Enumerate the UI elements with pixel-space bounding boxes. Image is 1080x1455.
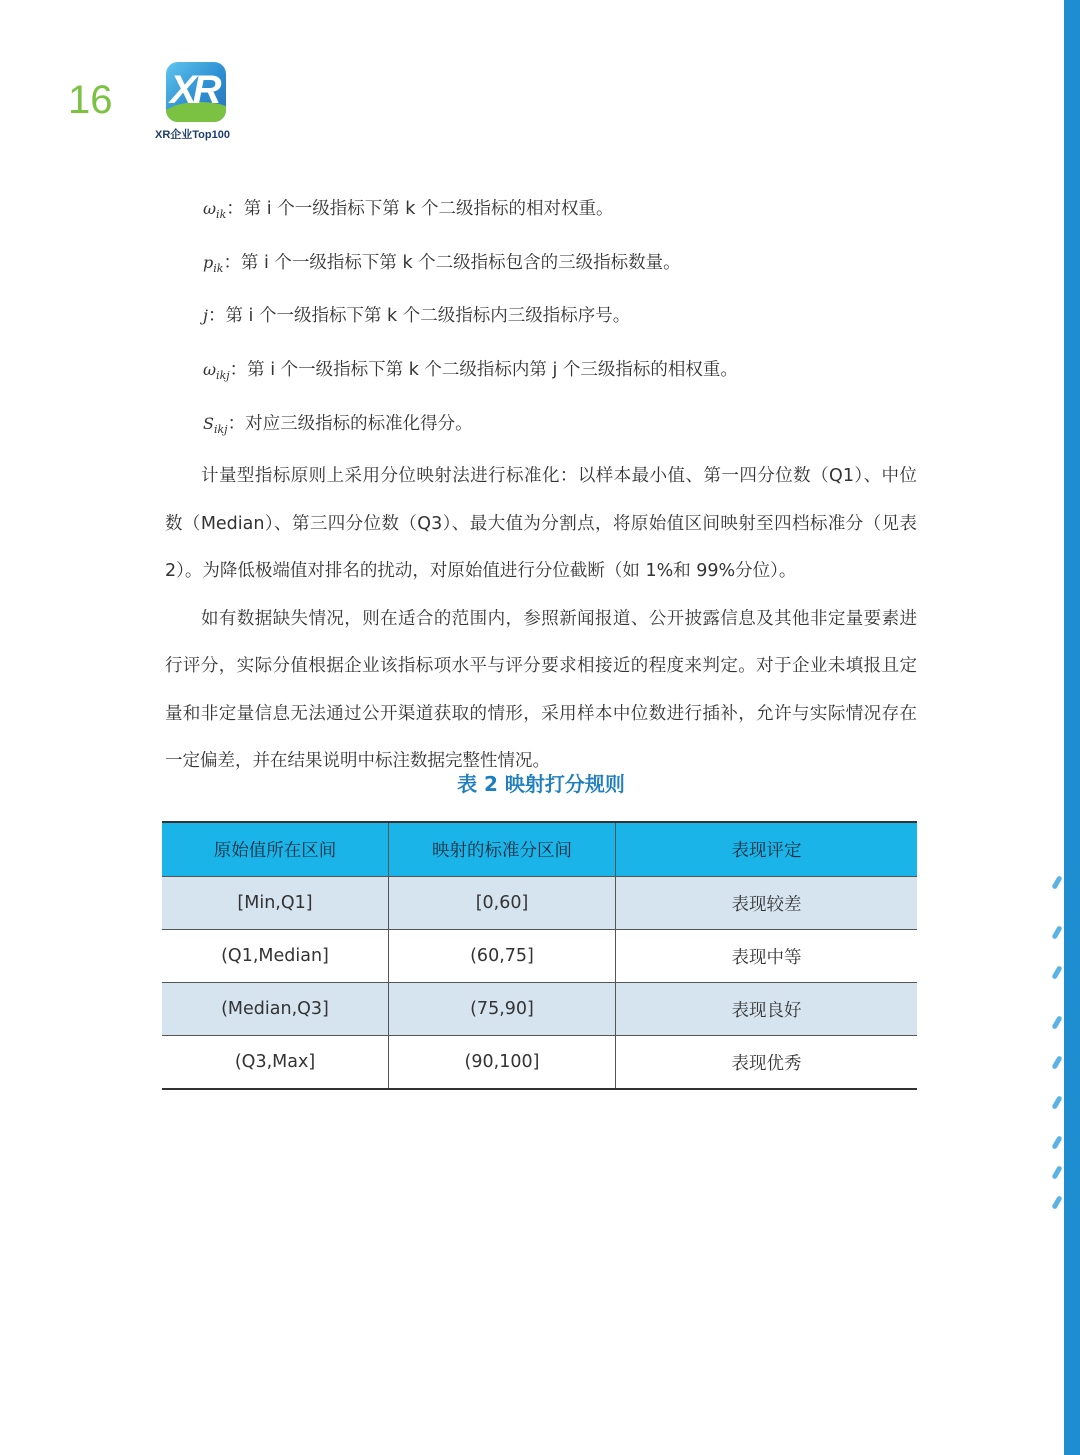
definition-text: ：第 i 个一级指标下第 k 个二级指标包含的三级指标数量。 [223,252,681,273]
definition-s-ikj [165,400,917,454]
cell-rating: 表现优秀 [616,1036,918,1090]
paragraph-quantile-mapping: 计量型指标原则上采用分位映射法进行标准化：以样本最小值、第一四分位数（Q1）、中位数（Median）、第三四分位数（Q3）、最大值为分割点，将原始值区间映射至四档标准分（见表 2）。为降低极端值对排名的扰动，对原始值进行分位截断（如 1%和 99%分位）。 [165,466,917,582]
body-content [165,185,917,786]
mapping-rules-table [162,821,917,1090]
cell-rating: 表现较差 [616,877,918,930]
definition-text: ：第 i 个一级指标下第 k 个二级指标内第 j 个三级指标的相权重。 [229,360,738,381]
header-raw-interval: 原始值所在区间 [162,822,389,877]
page-number: 16 [68,78,113,122]
table-caption: 表 2 映射打分规则 [457,772,625,796]
right-edge-bar [1064,0,1080,1455]
definition-p-ik [165,239,917,293]
cell-standard-interval: (90,100] [389,1036,616,1090]
symbol: $p_{ik}$ [203,252,224,275]
cell-raw-interval: (Q1,Median] [162,930,389,983]
cell-standard-interval: (75,90] [389,983,616,1036]
paragraph-missing-data: 如有数据缺失情况，则在适合的范围内，参照新闻报道、公开披露信息及其他非定量要素进行评分，实际分值根据企业该指标项水平与评分要求相接近的程度来判定。对于企业未填报且定量和非定量信息无法通过公开渠道获取的情形，采用样本中位数进行插补，允许与实际情况存在一定偏差，并在结果说明中标注数据完整性情况。 [165,608,917,772]
symbol: $\omega_{ikj}$ [203,360,230,383]
header-rating: 表现评定 [616,822,918,877]
definition-text: ：第 i 个一级指标下第 k 个二级指标的相对权重。 [226,199,614,219]
xr-logo-icon: XR [166,62,226,122]
logo-text: XR企业Top100 [155,129,230,141]
definition-text: ：对应三级指标的标准化得分。 [227,413,473,434]
cell-rating: 表现中等 [616,930,918,983]
table-row [162,930,917,983]
definition-omega-ikj [165,346,917,400]
cell-raw-interval: (Q3,Max] [162,1036,389,1090]
right-edge-decoration [1040,860,1064,1220]
table-row [162,877,917,930]
cell-standard-interval: [0,60] [389,877,616,930]
definition-text: ：第 i 个一级指标下第 k 个二级指标内三级指标序号。 [207,306,631,327]
symbol: j [203,306,208,326]
logo [155,62,241,142]
cell-raw-interval: [Min,Q1] [162,877,389,930]
symbol: $\omega_{ik}$ [203,199,227,222]
cell-standard-interval: (60,75] [389,930,616,983]
definition-j [165,292,917,346]
table-header-row [162,822,917,877]
cell-raw-interval: (Median,Q3] [162,983,389,1036]
table-row [162,1036,917,1090]
symbol: $S_{ikj}$ [203,413,228,436]
cell-rating: 表现良好 [616,983,918,1036]
table-row [162,983,917,1036]
header-standard-interval: 映射的标准分区间 [389,822,616,877]
definition-omega-ik [165,185,917,239]
